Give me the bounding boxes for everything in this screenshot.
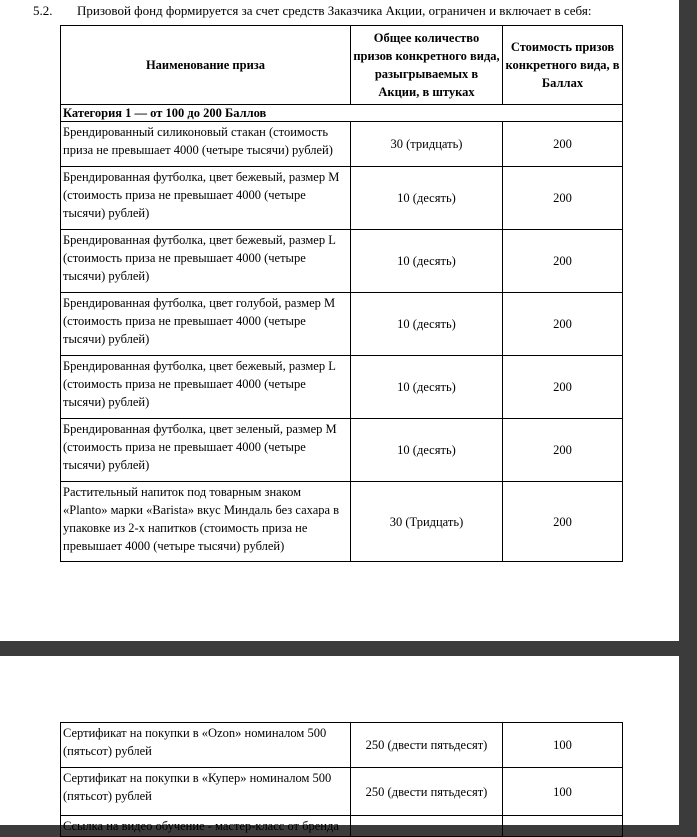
prize-name: Брендированная футболка, цвет бежевый, размер L (стоимость приза не превышает 4000 (четыре тысячи) рублей): [61, 356, 351, 419]
prize-name: Брендированная футболка, цвет бежевый, размер M (стоимость приза не превышает 4000 (четыре тысячи) рублей): [61, 167, 351, 230]
header-name: Наименование приза: [61, 26, 351, 105]
intro-paragraph: [33, 2, 591, 20]
prize-name: Брендированная футболка, цвет голубой, размер M (стоимость приза не превышает 4000 (четыре тысячи) рублей): [61, 293, 351, 356]
prize-cost: 200: [503, 482, 623, 562]
header-qty: Общее количество призов конкретного вида, разыгрываемых в Акции, в штуках: [351, 26, 503, 105]
prize-cost: 200: [503, 122, 623, 167]
prize-name: Сертификат на покупки в «Ozon» номиналом 500 (пятьсот) рублей: [61, 723, 351, 768]
table-row: [61, 419, 623, 482]
section-number: 5.2.: [33, 3, 53, 18]
table-row: [61, 167, 623, 230]
prize-name: Брендированная футболка, цвет бежевый, размер L (стоимость приза не превышает 4000 (четыре тысячи) рублей): [61, 230, 351, 293]
prize-qty: 250 (двести пятьдесят): [351, 768, 503, 816]
prize-cost: 200: [503, 230, 623, 293]
prize-table-continued: [60, 722, 623, 837]
prize-qty: 10 (десять): [351, 167, 503, 230]
table-row: [61, 723, 623, 768]
prize-qty: 10 (десять): [351, 356, 503, 419]
prize-cost: 100: [503, 723, 623, 768]
prize-qty: 250 (двести пятьдесят): [351, 723, 503, 768]
table-row: [61, 230, 623, 293]
prize-cost: 100: [503, 768, 623, 816]
table-row: [61, 768, 623, 816]
table-row: [61, 482, 623, 562]
prize-cost: [503, 816, 623, 837]
prize-qty: [351, 816, 503, 837]
prize-name: Брендированная футболка, цвет зеленый, размер M (стоимость приза не превышает 4000 (четыре тысячи) рублей): [61, 419, 351, 482]
intro-text: Призовой фонд формируется за счет средств Заказчика Акции, ограничен и включает в себя:: [77, 3, 592, 18]
table-header-row: [61, 26, 623, 105]
prize-name: Сертификат на покупки в «Купер» номиналом 500 (пятьсот) рублей: [61, 768, 351, 816]
prize-name: Брендированный силиконовый стакан (стоимость приза не превышает 4000 (четыре тысячи) рублей): [61, 122, 351, 167]
prize-cost: 200: [503, 167, 623, 230]
prize-cost: 200: [503, 419, 623, 482]
prize-cost: 200: [503, 356, 623, 419]
category-1-label: Категория 1 — от 100 до 200 Баллов: [61, 105, 623, 122]
table-row: [61, 293, 623, 356]
document-page-2: [0, 656, 679, 833]
prize-qty: 10 (десять): [351, 230, 503, 293]
prize-qty: 10 (десять): [351, 293, 503, 356]
prize-qty: 30 (тридцать): [351, 122, 503, 167]
table-row: [61, 356, 623, 419]
prize-name: Ссылка на видео обучение - мастер-класс от бренда: [61, 816, 351, 837]
prize-qty: 30 (Тридцать): [351, 482, 503, 562]
header-cost: Стоимость призов конкретного вида, в Баллах: [503, 26, 623, 105]
table-row: [61, 122, 623, 167]
category-row: [61, 105, 623, 122]
prize-cost: 200: [503, 293, 623, 356]
prize-qty: 10 (десять): [351, 419, 503, 482]
prize-name: Растительный напиток под товарным знаком «Planto» марки «Barista» вкус Миндаль без сахара в упаковке из 2-х напитков (стоимость приза не превышает 4000 (четыре тысячи) рублей): [61, 482, 351, 562]
prize-table: [60, 25, 623, 562]
table-row: [61, 816, 623, 837]
